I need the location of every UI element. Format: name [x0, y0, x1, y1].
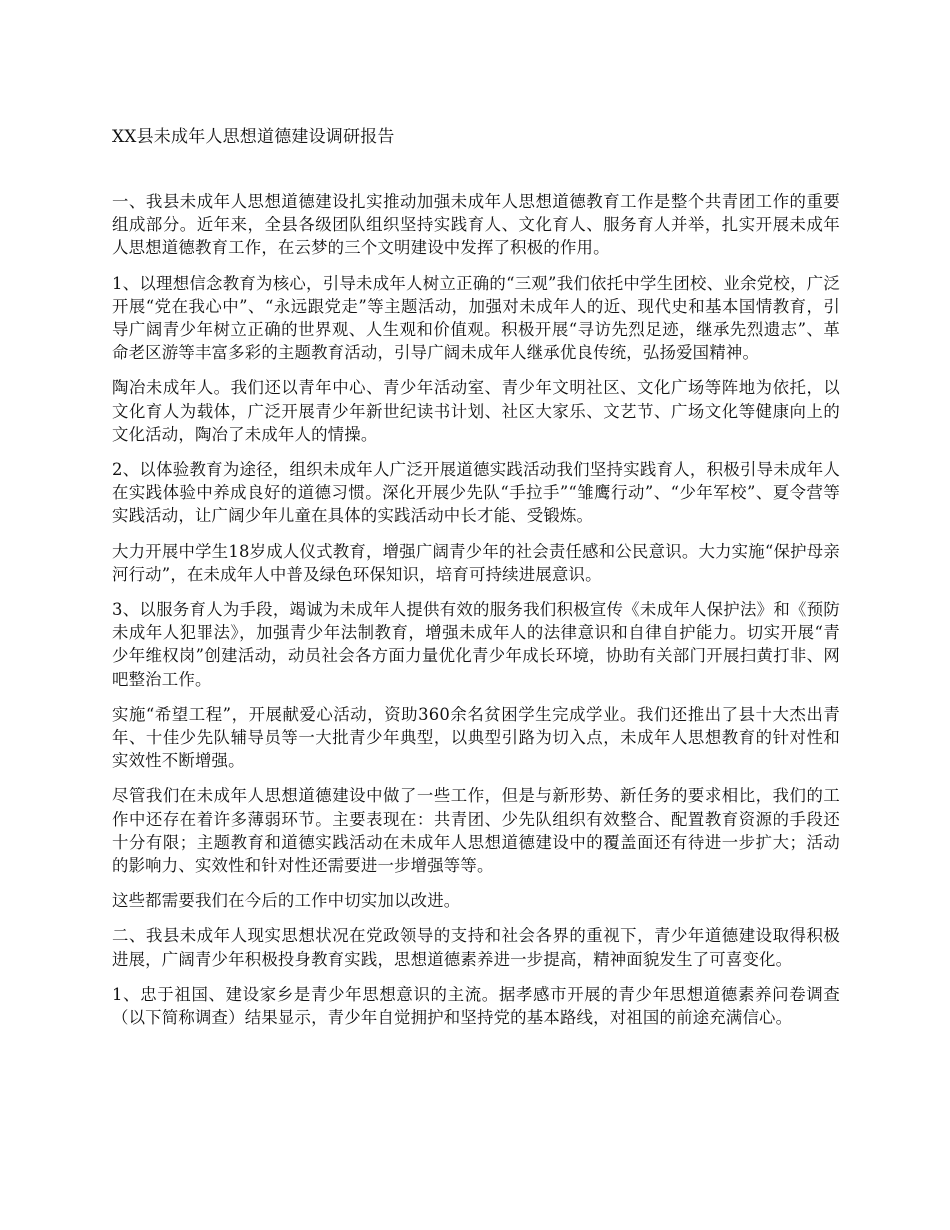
paragraph-7: 实施“希望工程”，开展献爱心活动，资助360余名贫困学生完成学业。我们还推出了县十大杰出青年、十佳少先队辅导员等一大批青少年典型，以典型引路为切入点，未成年人思想教育的针对性和实效性不断增强。	[112, 704, 840, 771]
paragraph-1: 一、我县未成年人思想道德建设扎实推动加强未成年人思想道德教育工作是整个共青团工作的重要组成部分。近年来，全县各级团队组织坚持实践育人、文化育人、服务育人并举，扎实开展未成年人思想道德教育工作，在云梦的三个文明建设中发挥了积极的作用。	[112, 192, 840, 258]
paragraph-10: 二、我县未成年人现实思想状况在党政领导的支持和社会各界的重视下，青少年道德建设取得积极进展，广阔青少年积极投身教育实践，思想道德素养进一步提高，精神面貌发生了可喜变化。	[112, 926, 840, 969]
paragraph-6: 3、以服务育人为手段，竭诚为未成年人提供有效的服务我们积极宣传《未成年人保护法》和《预防未成年人犯罪法》，加强青少年法制教育，增强未成年人的法律意识和自律自护能力。切实开展“青少年维权岗”创建活动，动员社会各方面力量优化青少年成长环境，协助有关部门开展扫黄打非、网吧整治工作。	[112, 600, 840, 689]
paragraph-11: 1、忠于祖国、建设家乡是青少年思想意识的主流。据孝感市开展的青少年思想道德素养问卷调查（以下简称调查）结果显示，青少年自觉拥护和坚持党的基本路线，对祖国的前途充满信心。	[112, 984, 840, 1028]
document-title: XX县未成年人思想道德建设调研报告	[112, 127, 395, 147]
document-page	[112, 124, 840, 1041]
paragraph-3: 陶冶未成年人。我们还以青年中心、青少年活动室、青少年文明社区、文化广场等阵地为依托，以文化育人为载体，广泛开展青少年新世纪读书计划、社区大家乐、文艺节、广场文化等健康向上的文化活动，陶冶了未成年人的情操。	[112, 378, 840, 444]
paragraph-9: 这些都需要我们在今后的工作中切实加以改进。	[112, 891, 461, 911]
paragraph-4: 2、以体验教育为途径，组织未成年人广泛开展道德实践活动我们坚持实践育人，积极引导未成年人在实践体验中养成良好的道德习惯。深化开展少先队“手拉手”“雏鹰行动”、“少年军校”、夏令营等实践活动，让广阔少年儿童在具体的实践活动中长才能、受锻炼。	[112, 460, 840, 526]
paragraph-8: 尽管我们在未成年人思想道德建设中做了一些工作，但是与新形势、新任务的要求相比，我们的工作中还存在着许多薄弱环节。主要表现在：共青团、少先队组织有效整合、配置教育资源的手段还十分有限；主题教育和道德实践活动在未成年人思想道德建设中的覆盖面还有待进一步扩大；活动的影响力、实效性和针对性还需要进一步增强等等。	[112, 786, 840, 876]
paragraph-5: 大力开展中学生18岁成人仪式教育，增强广阔青少年的社会责任感和公民意识。大力实施“保护母亲河行动”，在未成年人中普及绿色环保知识，培育可持续进展意识。	[112, 541, 840, 584]
paragraph-2: 1、以理想信念教育为核心，引导未成年人树立正确的“三观”我们依托中学生团校、业余党校，广泛开展“党在我心中”、“永远跟党走”等主题活动，加强对未成年人的近、现代史和基本国情教育，引导广阔青少年树立正确的世界观、人生观和价值观。积极开展“寻访先烈足迹，继承先烈遗志”、革命老区游等丰富多彩的主题教育活动，引导广阔未成年人继承优良传统，弘扬爱国精神。	[112, 273, 840, 363]
